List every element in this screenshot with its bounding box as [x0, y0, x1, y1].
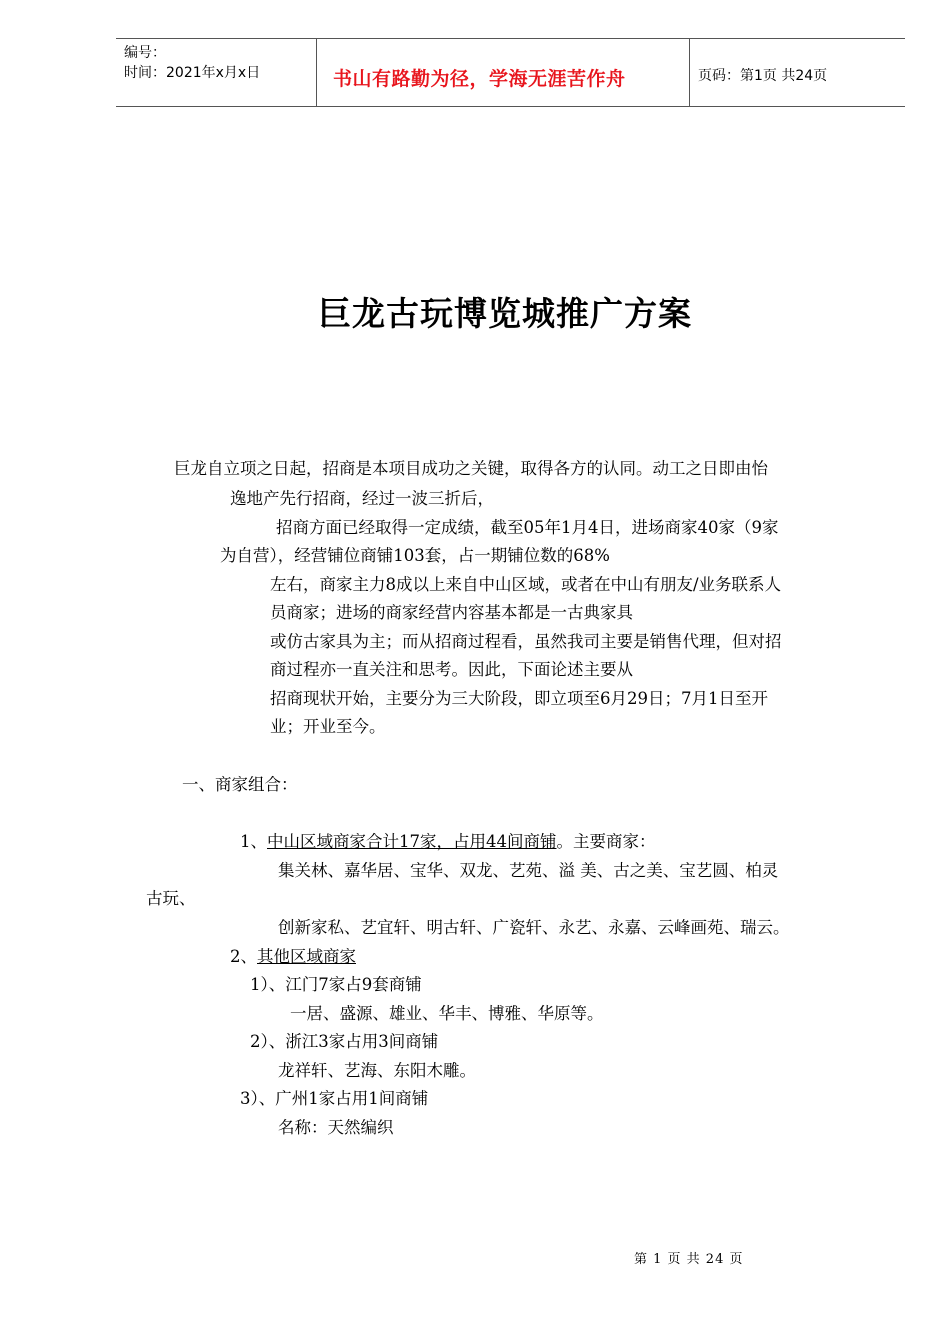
item-underlined-text: 中山区域商家合计17家，占用44间商铺: [267, 832, 557, 851]
header-divider: [316, 38, 317, 106]
section-heading: 一、商家组合：: [182, 775, 298, 794]
item-underlined-text: 其他区域商家: [257, 947, 356, 966]
list-item: [240, 828, 656, 852]
intro-line: 员商家；进场的商家经营内容基本都是一古典家具: [270, 603, 633, 622]
header-top-rule: [116, 38, 905, 39]
merchant-list: 一居、盛源、雄业、华丰、博雅、华原等。: [290, 1004, 604, 1023]
document-title: 巨龙古玩博览城推广方案: [318, 294, 692, 333]
intro-line: 招商方面已经取得一定成绩，截至05年1月4日，进场商家40家（9家: [276, 518, 779, 537]
item-text: 。主要商家：: [556, 832, 656, 851]
time-label: 时间：2021年x月x日: [124, 65, 261, 81]
motto: 书山有路勤为径，学海无涯苦作舟: [333, 68, 626, 90]
intro-line: 逸地产先行招商，经过一波三折后，: [230, 489, 494, 508]
merchant-list: 创新家私、艺宜轩、明古轩、广瓷轩、永艺、永嘉、云峰画苑、瑞云。: [278, 918, 790, 937]
intro-line: 或仿古家具为主；而从招商过程看，虽然我司主要是销售代理，但对招: [270, 632, 782, 651]
merchant-list: 古玩、: [146, 889, 196, 908]
item-number: 1、: [240, 832, 267, 851]
list-item: [230, 943, 356, 967]
intro-line: 为自营），经营铺位商铺103套，占一期铺位数的68%: [220, 546, 610, 565]
number-label: 编号：: [124, 45, 166, 61]
page-footer: 第 1 页 共 24 页: [634, 1252, 744, 1267]
intro-line: 招商现状开始，主要分为三大阶段，即立项至6月29日；7月1日至开: [270, 689, 768, 708]
header-bottom-rule: [116, 106, 905, 107]
intro-line: 巨龙自立项之日起，招商是本项目成功之关键，取得各方的认同。动工之日即由怡: [174, 459, 768, 478]
merchant-list: 龙祥轩、艺海、东阳木雕。: [278, 1061, 476, 1080]
merchant-list: 名称：天然编织: [278, 1118, 394, 1137]
intro-line: 左右，商家主力8成以上来自中山区域，或者在中山有朋友/业务联系人: [270, 575, 782, 594]
header-divider: [689, 38, 690, 106]
intro-line: 商过程亦一直关注和思考。因此，下面论述主要从: [270, 660, 633, 679]
page-label: 页码：第1页 共24页: [698, 68, 828, 84]
item-number: 2、: [230, 947, 257, 966]
intro-line: 业；开业至今。: [270, 717, 386, 736]
merchant-list: 集关林、嘉华居、宝华、双龙、艺苑、溢 美、古之美、宝艺圆、柏灵: [278, 861, 779, 880]
sub-item: 2）、浙江3家占用3间商铺: [250, 1032, 439, 1051]
sub-item: 3）、广州1家占用1间商铺: [240, 1089, 429, 1108]
sub-item: 1）、江门7家占9套商铺: [250, 975, 422, 994]
